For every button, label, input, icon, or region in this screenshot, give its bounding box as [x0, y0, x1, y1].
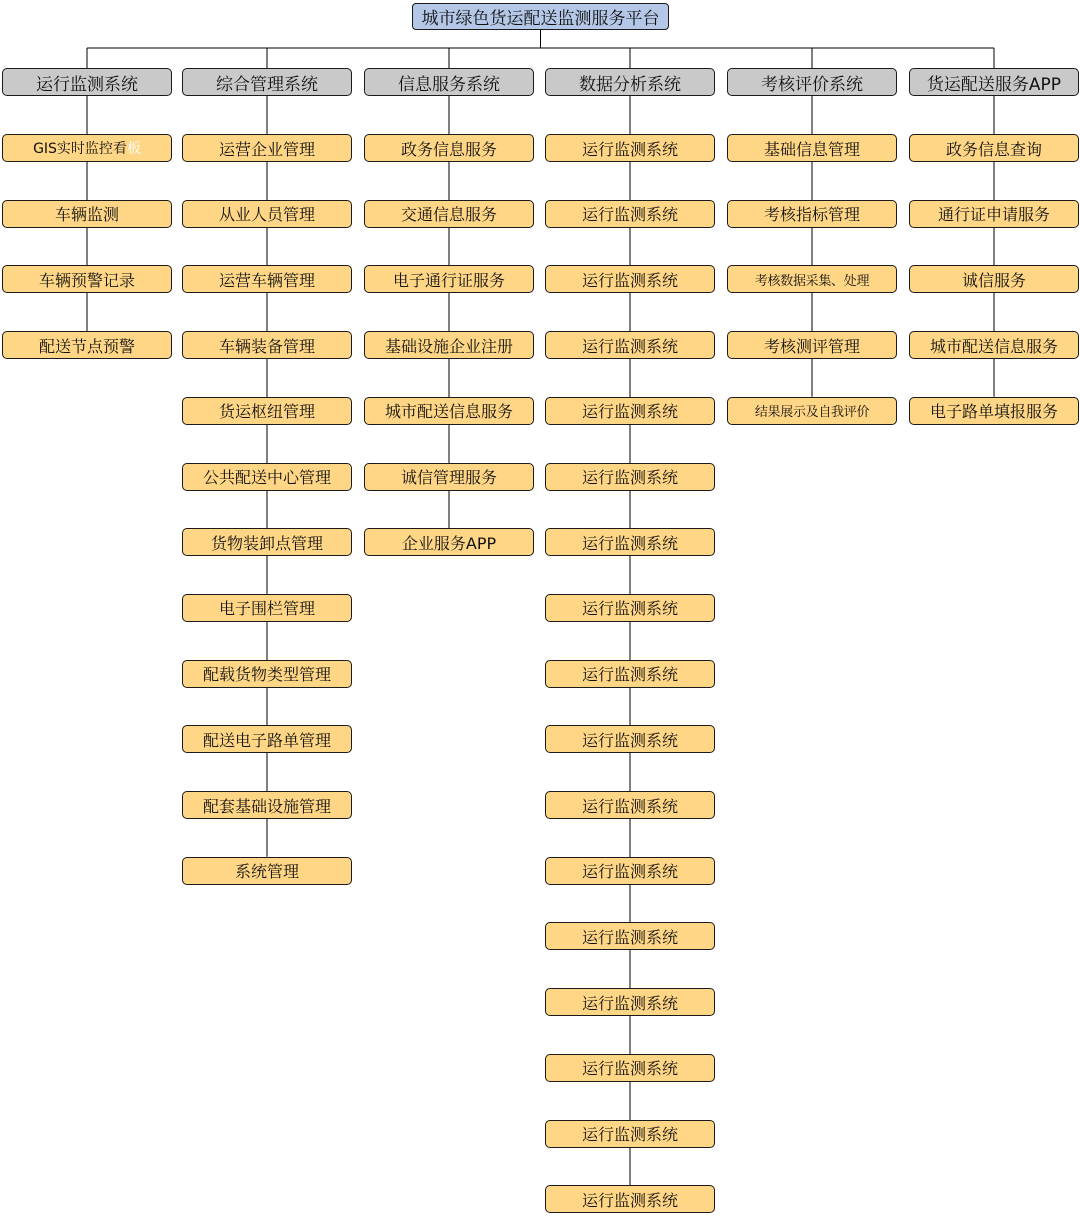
item-node: 城市配送信息服务	[364, 397, 534, 425]
item-node: 配送电子路单管理	[182, 725, 352, 753]
item-node: 电子围栏管理	[182, 594, 352, 622]
item-node: 运行监测系统	[545, 528, 715, 556]
item-node: 通行证申请服务	[909, 200, 1079, 228]
item-node: 企业服务APP	[364, 528, 534, 556]
item-node: 电子路单填报服务	[909, 397, 1079, 425]
item-node: 运行监测系统	[545, 857, 715, 885]
item-node: 结果展示及自我评价	[727, 397, 897, 425]
item-node: 货运枢纽管理	[182, 397, 352, 425]
category-node: 货运配送服务APP	[909, 68, 1079, 96]
category-node: 数据分析系统	[545, 68, 715, 96]
category-node: 信息服务系统	[364, 68, 534, 96]
item-label-tail: 板	[126, 141, 141, 157]
item-node: 考核指标管理	[727, 200, 897, 228]
item-node: 运行监测系统	[545, 265, 715, 293]
item-node: 配送节点预警	[2, 331, 172, 359]
item-node: 车辆装备管理	[182, 331, 352, 359]
item-label: GIS实时监控看	[33, 141, 127, 157]
item-node: 运行监测系统	[545, 922, 715, 950]
item-node: 运行监测系统	[545, 660, 715, 688]
root-node: 城市绿色货运配送监测服务平台	[412, 3, 669, 30]
item-node: 基础信息管理	[727, 134, 897, 162]
item-node: 运行监测系统	[545, 988, 715, 1016]
category-node: 综合管理系统	[182, 68, 352, 96]
item-node: 运营企业管理	[182, 134, 352, 162]
item-node: 运行监测系统	[545, 463, 715, 491]
item-node	[2, 134, 172, 162]
item-node: 运行监测系统	[545, 594, 715, 622]
item-node: 车辆预警记录	[2, 265, 172, 293]
item-node: 政务信息查询	[909, 134, 1079, 162]
item-node: 货物装卸点管理	[182, 528, 352, 556]
item-node: 诚信服务	[909, 265, 1079, 293]
item-node: 配套基础设施管理	[182, 791, 352, 819]
item-node: 基础设施企业注册	[364, 331, 534, 359]
item-node: 电子通行证服务	[364, 265, 534, 293]
category-node: 考核评价系统	[727, 68, 897, 96]
item-node: 运行监测系统	[545, 397, 715, 425]
item-node: 车辆监测	[2, 200, 172, 228]
item-node: 政务信息服务	[364, 134, 534, 162]
item-node: 配载货物类型管理	[182, 660, 352, 688]
item-node: 运行监测系统	[545, 200, 715, 228]
item-node: 交通信息服务	[364, 200, 534, 228]
item-node: 考核数据采集、处理	[727, 265, 897, 293]
item-node: 运行监测系统	[545, 1120, 715, 1148]
item-node: 运行监测系统	[545, 1185, 715, 1213]
item-node: 运营车辆管理	[182, 265, 352, 293]
item-node: 运行监测系统	[545, 725, 715, 753]
item-node: 从业人员管理	[182, 200, 352, 228]
item-node: 运行监测系统	[545, 134, 715, 162]
item-node: 考核测评管理	[727, 331, 897, 359]
item-node: 诚信管理服务	[364, 463, 534, 491]
item-node: 城市配送信息服务	[909, 331, 1079, 359]
item-node: 运行监测系统	[545, 1054, 715, 1082]
category-node: 运行监测系统	[2, 68, 172, 96]
item-node: 运行监测系统	[545, 791, 715, 819]
item-node: 运行监测系统	[545, 331, 715, 359]
item-node: 系统管理	[182, 857, 352, 885]
item-node: 公共配送中心管理	[182, 463, 352, 491]
